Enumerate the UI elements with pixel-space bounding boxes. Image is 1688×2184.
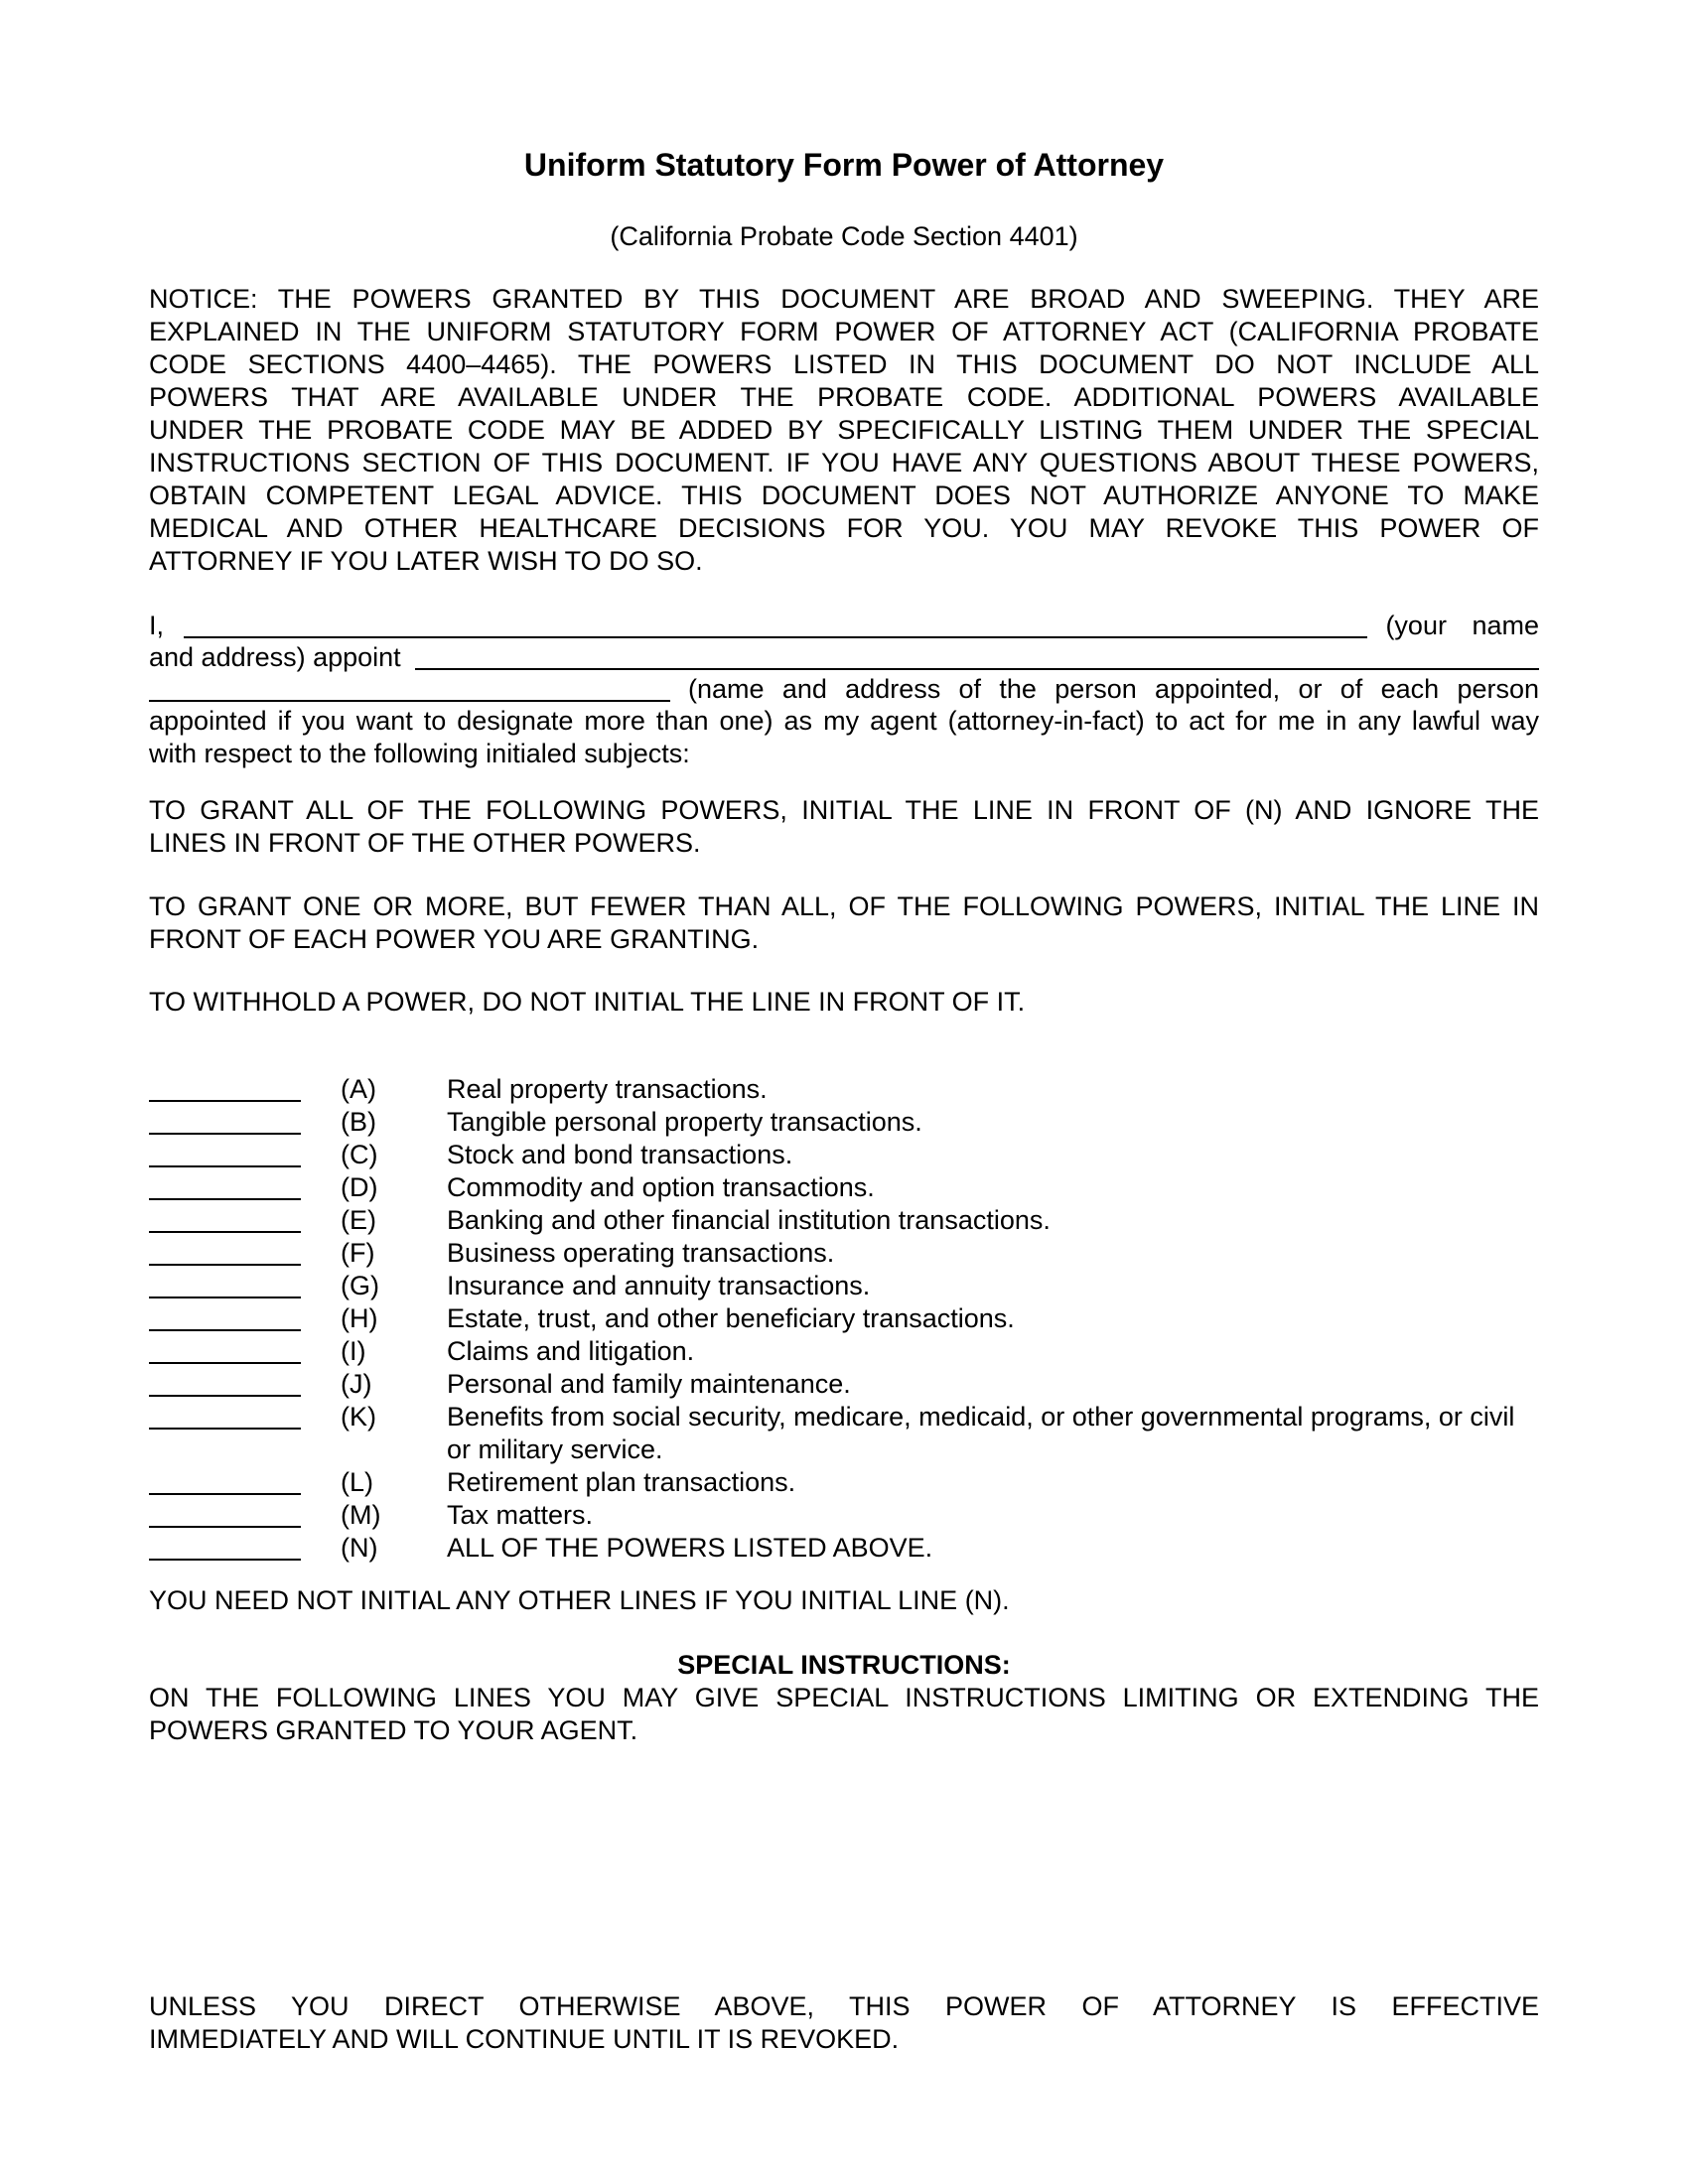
initial-line-cell [149,1073,341,1102]
address-appoint-label: and address) appoint [149,642,401,672]
power-label: Estate, trust, and other beneficiary transactions. [447,1303,1015,1333]
note-after-powers [149,1584,1539,1617]
notice-line: UNDER THE PROBATE CODE MAY BE ADDED BY SPECIFICALLY LISTING THEM UNDER THE SPECIAL [149,415,1539,445]
initial-line-n[interactable] [149,1532,301,1561]
initial-line-i[interactable] [149,1335,301,1364]
your-name-label: (your name [1385,611,1539,640]
initial-line-cell [149,1139,341,1167]
power-label: Tax matters. [447,1500,594,1530]
power-letter: (K) [341,1402,376,1432]
power-row-l [149,1466,1539,1499]
initial-line-cell [149,1532,341,1561]
power-label: Commodity and option transactions. [447,1172,875,1202]
special-instructions-paragraph [149,1682,1539,1747]
appointment-line-5: with respect to the following initialed subjects: [149,739,690,768]
power-row-h [149,1302,1539,1335]
principal-name-input-line[interactable] [184,636,1367,638]
power-row-j [149,1368,1539,1401]
power-row-b [149,1106,1539,1139]
special-instructions-line: ON THE FOLLOWING LINES YOU MAY GIVE SPECIAL INSTRUCTIONS LIMITING OR EXTENDING THE [149,1683,1539,1712]
page-title: Uniform Statutory Form Power of Attorney [523,147,1165,183]
powers-list [149,1073,1539,1565]
grant-some-line: TO GRANT ONE OR MORE, BUT FEWER THAN ALL, OF THE FOLLOWING POWERS, INITIAL THE LINE IN [149,891,1539,921]
withhold-line: TO WITHHOLD A POWER, DO NOT INITIAL THE LINE IN FRONT OF IT. [149,987,1026,1017]
grant-all-line: LINES IN FRONT OF THE OTHER POWERS. [149,828,701,858]
power-row-k [149,1401,1539,1466]
agent-name-label: (name and address of the person appointed, or of each person [688,674,1539,704]
notice-line: ATTORNEY IF YOU LATER WISH TO DO SO. [149,546,703,576]
initial-line-cell [149,1171,341,1200]
power-row-e [149,1204,1539,1237]
power-row-m [149,1499,1539,1532]
grant-all-line: TO GRANT ALL OF THE FOLLOWING POWERS, INITIAL THE LINE IN FRONT OF (N) AND IGNORE THE [149,795,1539,825]
initial-line-h[interactable] [149,1302,301,1331]
initial-line-l[interactable] [149,1466,301,1495]
initial-line-cell [149,1270,341,1298]
agent-name-input-line-1[interactable] [415,668,1539,670]
power-letter: (G) [341,1271,379,1300]
power-row-a [149,1073,1539,1106]
special-instructions-heading: SPECIAL INSTRUCTIONS: [677,1650,1011,1680]
appointment-line-3 [149,673,1539,705]
initial-line-a[interactable] [149,1073,301,1102]
initial-line-f[interactable] [149,1237,301,1266]
power-letter: (I) [341,1336,366,1366]
initial-line-k[interactable] [149,1401,301,1430]
power-label: Personal and family maintenance. [447,1369,851,1399]
power-letter: (A) [341,1074,376,1104]
power-letter: (H) [341,1303,378,1333]
power-label: Claims and litigation. [447,1336,695,1366]
notice-line: INSTRUCTIONS SECTION OF THIS DOCUMENT. IF YOU HAVE ANY QUESTIONS ABOUT THESE POWERS, [149,448,1539,478]
initial-line-cell [149,1466,341,1495]
initial-line-c[interactable] [149,1139,301,1167]
power-row-f [149,1237,1539,1270]
power-label: Business operating transactions. [447,1238,835,1268]
subtitle: (California Probate Code Section 4401) [610,221,1078,251]
power-letter: (J) [341,1369,372,1399]
agent-name-input-line-2[interactable] [149,700,670,702]
note-after-powers-line: YOU NEED NOT INITIAL ANY OTHER LINES IF YOU INITIAL LINE (N). [149,1585,1010,1615]
power-letter: (D) [341,1172,378,1202]
power-row-g [149,1270,1539,1302]
initial-line-cell [149,1401,341,1430]
power-label: Banking and other financial institution transactions. [447,1205,1051,1235]
appointment-line-2 [149,641,1539,673]
power-row-i [149,1335,1539,1368]
power-label: Real property transactions. [447,1074,768,1104]
power-letter: (E) [341,1205,376,1235]
initial-line-j[interactable] [149,1368,301,1397]
initial-line-cell [149,1237,341,1266]
withhold-paragraph [149,986,1539,1019]
power-row-d [149,1171,1539,1204]
grant-some-paragraph [149,890,1539,956]
appointment-line-4: appointed if you want to designate more than one) as my agent (attorney-in-fact) to act for me in any lawful way [149,706,1539,736]
power-letter: (N) [341,1533,378,1563]
power-label: Tangible personal property transactions. [447,1107,922,1137]
notice-paragraph [149,283,1539,578]
notice-line: NOTICE: THE POWERS GRANTED BY THIS DOCUMENT ARE BROAD AND SWEEPING. THEY ARE [149,284,1539,314]
power-letter: (B) [341,1107,376,1137]
power-label: Benefits from social security, medicare, medicaid, or other governmental programs, or civil or military service. [447,1402,1515,1464]
i-prefix-label: I, [149,611,165,640]
initial-line-cell [149,1302,341,1331]
power-row-c [149,1139,1539,1171]
initial-line-g[interactable] [149,1270,301,1298]
initial-line-cell [149,1499,341,1528]
power-label: ALL OF THE POWERS LISTED ABOVE. [447,1533,933,1563]
initial-line-cell [149,1335,341,1364]
notice-line: EXPLAINED IN THE UNIFORM STATUTORY FORM POWER OF ATTORNEY ACT (CALIFORNIA PROBATE [149,317,1539,346]
initial-line-cell [149,1204,341,1233]
initial-line-cell [149,1368,341,1397]
power-label: Stock and bond transactions. [447,1140,793,1169]
power-row-n [149,1532,1539,1565]
initial-line-m[interactable] [149,1499,301,1528]
initial-line-cell [149,1106,341,1135]
special-instructions-line: POWERS GRANTED TO YOUR AGENT. [149,1715,638,1745]
notice-line: OBTAIN COMPETENT LEGAL ADVICE. THIS DOCUMENT DOES NOT AUTHORIZE ANYONE TO MAKE [149,480,1539,510]
power-letter: (M) [341,1500,381,1530]
initial-line-d[interactable] [149,1171,301,1200]
power-label: Insurance and annuity transactions. [447,1271,871,1300]
effective-paragraph [149,1990,1539,2056]
notice-line: MEDICAL AND OTHER HEALTHCARE DECISIONS FOR YOU. YOU MAY REVOKE THIS POWER OF [149,513,1539,543]
initial-line-e[interactable] [149,1204,301,1233]
effective-line: IMMEDIATELY AND WILL CONTINUE UNTIL IT IS REVOKED. [149,2024,900,2054]
initial-line-b[interactable] [149,1106,301,1135]
power-letter: (L) [341,1467,373,1497]
effective-line: UNLESS YOU DIRECT OTHERWISE ABOVE, THIS POWER OF ATTORNEY IS EFFECTIVE [149,1991,1539,2021]
power-letter: (C) [341,1140,378,1169]
notice-line: POWERS THAT ARE AVAILABLE UNDER THE PROBATE CODE. ADDITIONAL POWERS AVAILABLE [149,382,1539,412]
appointment-line-1 [149,610,1539,641]
power-letter: (F) [341,1238,375,1268]
notice-line: CODE SECTIONS 4400–4465). THE POWERS LISTED IN THIS DOCUMENT DO NOT INCLUDE ALL [149,349,1539,379]
grant-some-line: FRONT OF EACH POWER YOU ARE GRANTING. [149,924,760,954]
grant-all-paragraph [149,794,1539,860]
appointment-section [149,610,1539,770]
power-label: Retirement plan transactions. [447,1467,796,1497]
